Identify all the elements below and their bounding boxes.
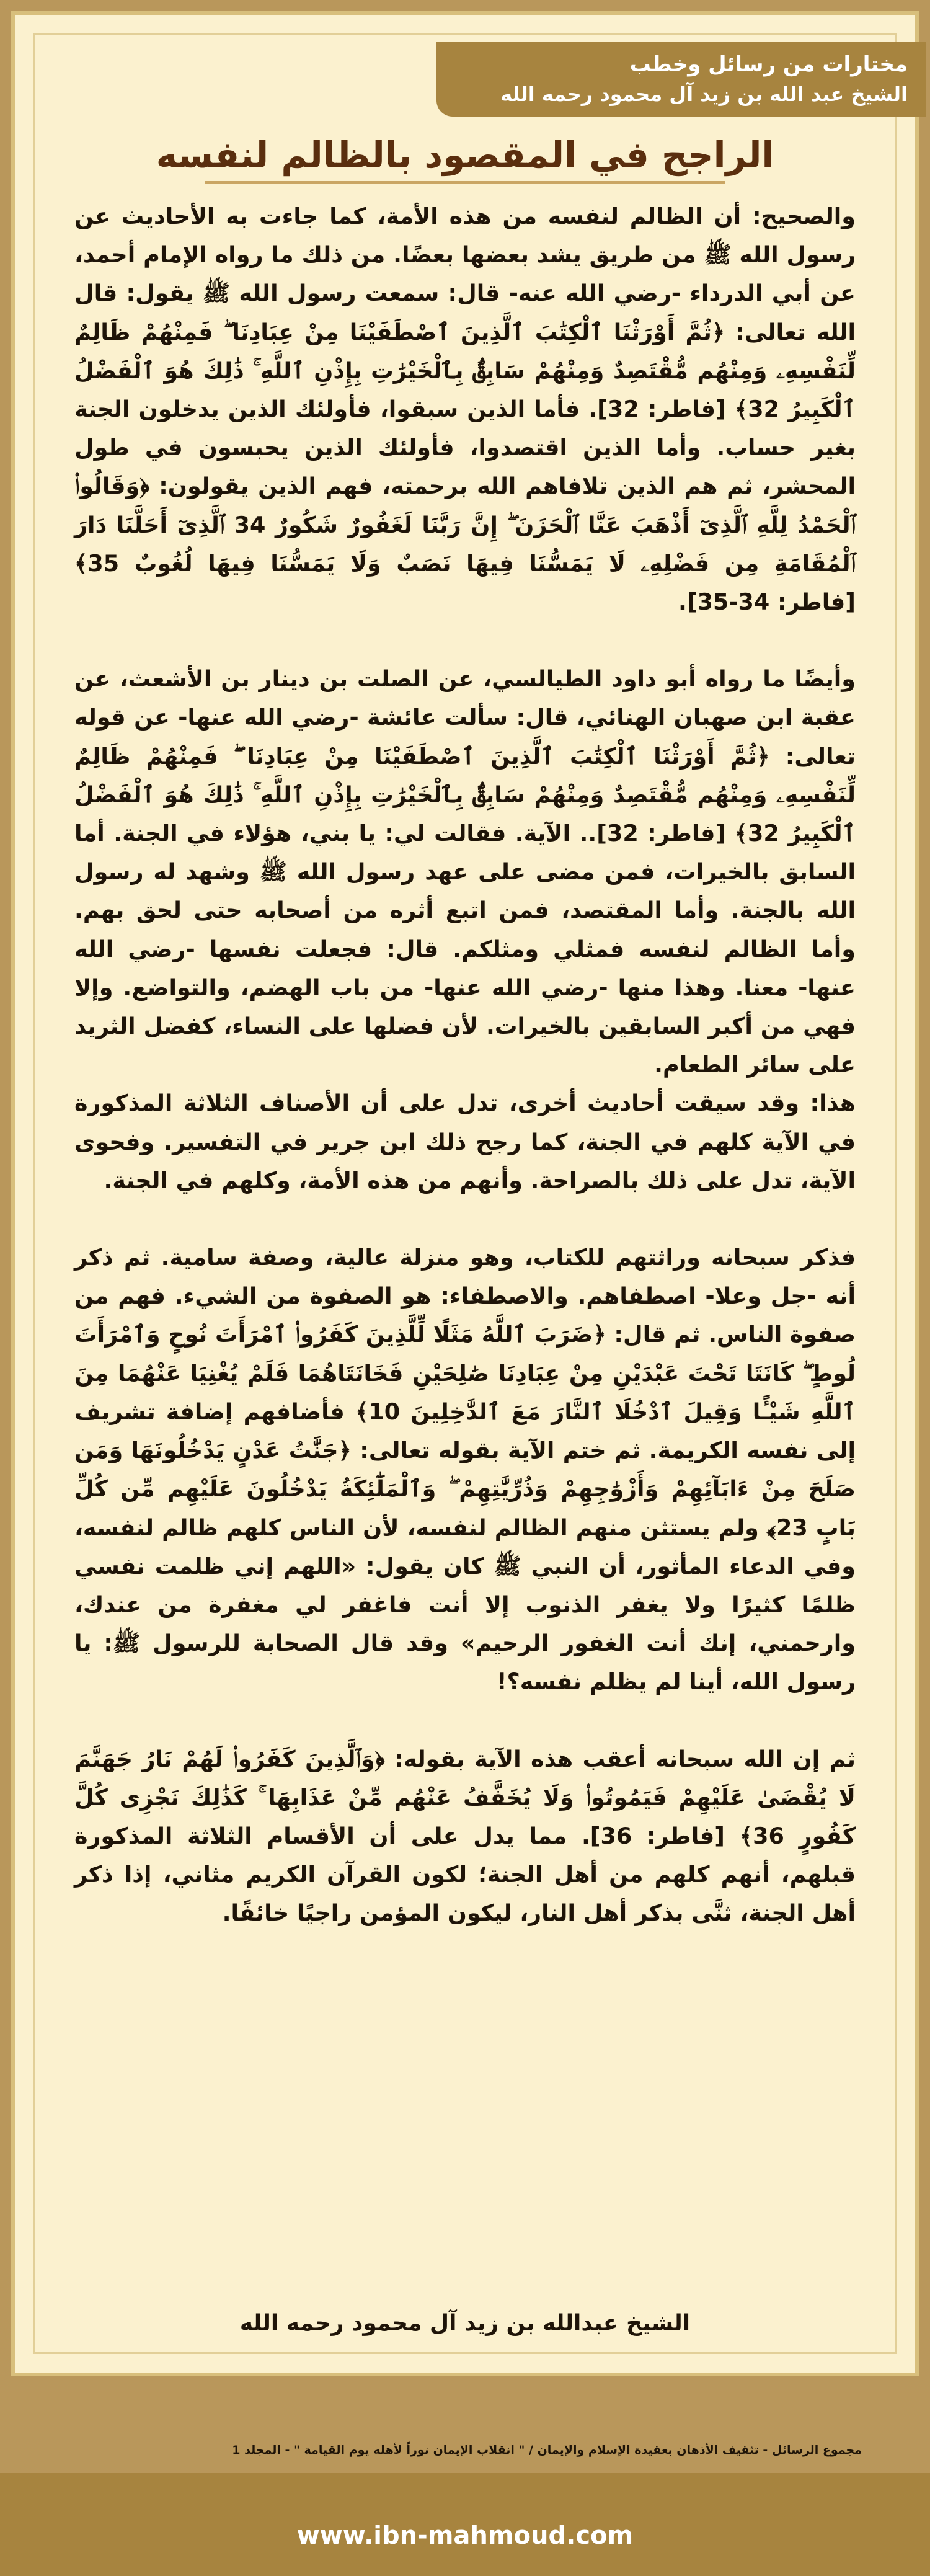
title-divider (205, 181, 725, 184)
series-header (436, 42, 926, 117)
paragraph-1: والصحيح: أن الظالم لنفسه من هذه الأمة، كما جاءت به الأحاديث عن رسول الله ﷺ من طريق يشد بعضها بعضًا. من ذلك ما رواه الإمام أحمد، عن أبي الدرداء -رضي الله عنه- قال: سمعت رسول الله ﷺ يقول: قال الله تعالى: ﴿ثُمَّ أَوْرَثْنَا ٱلْكِتَٰبَ ٱلَّذِينَ ٱصْطَفَيْنَا مِنْ عِبَادِنَا ۖ فَمِنْهُمْ ظَالِمٌ لِّنَفْسِهِۦ وَمِنْهُم مُّقْتَصِدٌ وَمِنْهُمْ سَابِقٌۢ بِٱلْخَيْرَٰتِ بِإِذْنِ ٱللَّهِ ۚ ذَٰلِكَ هُوَ ٱلْفَضْلُ ٱلْكَبِيرُ 32﴾ [فاطر: 32]. فأما الذين سبقوا، فأولئك الذين يدخلون الجنة بغير حساب. وأما الذين اقتصدوا، فأولئك الذين يحبسون في طول المحشر، ثم هم الذين تلافاهم الله برحمته، فهم الذين يقولون: ﴿وَقَالُوا۟ ٱلْحَمْدُ لِلَّهِ ٱلَّذِىٓ أَذْهَبَ عَنَّا ٱلْحَزَنَ ۖ إِنَّ رَبَّنَا لَغَفُورٌ شَكُورٌ 34 ٱلَّذِىٓ أَحَلَّنَا دَارَ ٱلْمُقَامَةِ مِن فَضْلِهِۦ لَا يَمَسُّنَا فِيهَا نَصَبٌ وَلَا يَمَسُّنَا فِيهَا لُغُوبٌ 35﴾ [فاطر: 34-35]. (74, 203, 856, 616)
article-body (74, 197, 856, 1933)
paragraph-gap (74, 621, 856, 660)
author-name: الشيخ عبد الله بن زيد آل محمود رحمه الله (500, 82, 908, 106)
paragraph-gap (74, 1702, 856, 1740)
paragraph-gap (74, 1200, 856, 1238)
source-footnote: مجموع الرسائل - تثقيف الأذهان بعقيدة الإسلام والإيمان / " انقلاب الإيمان نوراً لأهله يوم القيامة " - المجلد 1 (232, 2443, 862, 2457)
paragraph-4: فذكر سبحانه وراثتهم للكتاب، وهو منزلة عالية، وصفة سامية. ثم ذكر أنه -جل وعلا- اصطفاهم. والاصطفاء: هو الصفوة من الشيء. فهم من صفوة الناس. ثم قال: ﴿ضَرَبَ ٱللَّهُ مَثَلًا لِّلَّذِينَ كَفَرُوا۟ ٱمْرَأَتَ نُوحٍ وَٱمْرَأَتَ لُوطٍ ۖ كَانَتَا تَحْتَ عَبْدَيْنِ مِنْ عِبَادِنَا صَٰلِحَيْنِ فَخَانَتَاهُمَا فَلَمْ يُغْنِيَا عَنْهُمَا مِنَ ٱللَّهِ شَيْـًٔا وَقِيلَ ٱدْخُلَا ٱلنَّارَ مَعَ ٱلدَّٰخِلِينَ 10﴾ فأضافهم إضافة تشريف إلى نفسه الكريمة. ثم ختم الآية بقوله تعالى: ﴿جَنَّٰتُ عَدْنٍ يَدْخُلُونَهَا وَمَن صَلَحَ مِنْ ءَابَآئِهِمْ وَأَزْوَٰجِهِمْ وَذُرِّيَّٰتِهِمْ ۖ وَٱلْمَلَٰٓئِكَةُ يَدْخُلُونَ عَلَيْهِم مِّن كُلِّ بَابٍ 23﴾ ولم يستثن منهم الظالم لنفسه، لأن الناس كلهم ظالم لنفسه، وفي الدعاء المأثور، أن النبي ﷺ كان يقول: «اللهم إني ظلمت نفسي ظلمًا كثيرًا ولا يغفر الذنوب إلا أنت فاغفر لي مغفرة من عندك، وارحمني، إنك أنت الغفور الرحيم» وقد قال الصحابة للرسول ﷺ: يا رسول الله، أينا لم يظلم نفسه؟! (74, 1244, 856, 1695)
paragraph-2: وأيضًا ما رواه أبو داود الطيالسي، عن الصلت بن دينار بن الأشعث، عن عقبة ابن صهبان الهنائي، قال: سألت عائشة -رضي الله عنها- عن قوله تعالى: ﴿ثُمَّ أَوْرَثْنَا ٱلْكِتَٰبَ ٱلَّذِينَ ٱصْطَفَيْنَا مِنْ عِبَادِنَا ۖ فَمِنْهُمْ ظَالِمٌ لِّنَفْسِهِۦ وَمِنْهُم مُّقْتَصِدٌ وَمِنْهُمْ سَابِقٌۢ بِٱلْخَيْرَٰتِ بِإِذْنِ ٱللَّهِ ۚ ذَٰلِكَ هُوَ ٱلْفَضْلُ ٱلْكَبِيرُ 32﴾ [فاطر: 32].. الآية. فقالت لي: يا بني، هؤلاء في الجنة. أما السابق بالخيرات، فمن مضى على عهد رسول الله ﷺ وشهد له رسول الله بالجنة. وأما المقتصد، فمن اتبع أثره من أصحابه حتى لحق بهم. وأما الظالم لنفسه فمثلي ومثلكم. قال: فجعلت نفسها -رضي الله عنها- معنا. وهذا منها -رضي الله عنها- من باب الهضم، والتواضع. وإلا فهي من أكبر السابقين بالخيرات. لأن فضلها على النساء، كفضل الثريد على سائر الطعام. (74, 665, 856, 1078)
paragraph-5: ثم إن الله سبحانه أعقب هذه الآية بقوله: ﴿وَٱلَّذِينَ كَفَرُوا۟ لَهُمْ نَارُ جَهَنَّمَ لَا يُقْضَىٰ عَلَيْهِمْ فَيَمُوتُوا۟ وَلَا يُخَفَّفُ عَنْهُم مِّنْ عَذَابِهَا ۚ كَذَٰلِكَ نَجْزِى كُلَّ كَفُورٍ 36﴾ [فاطر: 36]. مما يدل على أن الأقسام الثلاثة المذكورة قبلهم، أنهم كلهم من أهل الجنة؛ لكون القرآن الكريم مثاني، إذا ذكر أهل الجنة، ثنَّى بذكر أهل النار، ليكون المؤمن راجيًا خائفًا. (74, 1745, 856, 1927)
series-title: مختارات من رسائل وخطب (629, 52, 908, 77)
article-title: الراجح في المقصود بالظالم لنفسه (156, 134, 774, 176)
website-link[interactable]: www.ibn-mahmoud.com (296, 2521, 634, 2550)
paragraph-3: هذا: وقد سيقت أحاديث أخرى، تدل على أن الأصناف الثلاثة المذكورة في الآية كلهم في الجنة، كما رجح ذلك ابن جرير في التفسير. وفحوى الآية، تدل على ذلك بالصراحة. وأنهم من هذه الأمة، وكلهم في الجنة. (74, 1090, 856, 1194)
author-signature: الشيخ عبدالله بن زيد آل محمود رحمه الله (239, 2311, 691, 2336)
